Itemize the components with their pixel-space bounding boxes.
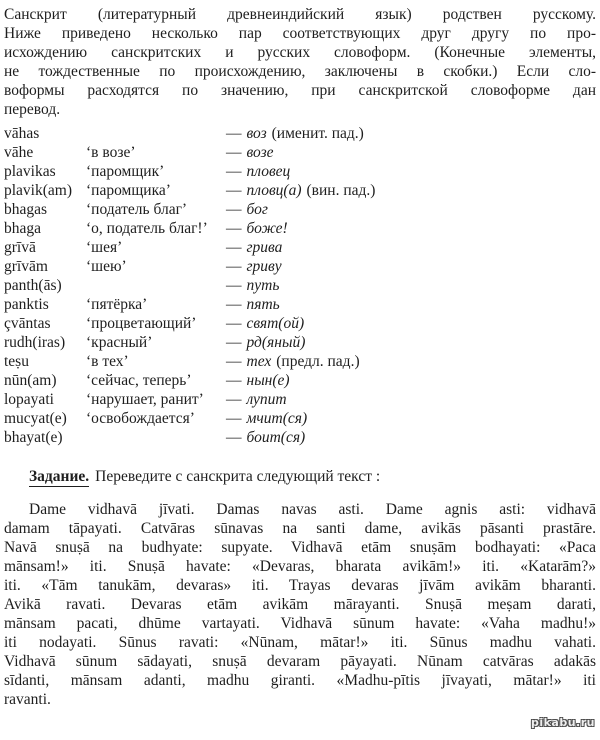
sanskrit-word: panktis [4,296,49,313]
table-row [4,409,596,428]
translation [226,409,596,428]
sanskrit-word: plavikas [4,163,56,180]
translation [226,276,596,295]
russian-cognate: нын(е) [246,372,290,389]
text-line: Avikā ravati. Devaras etām avikām mārayanti. Snuṣā meṣam darati, [4,596,596,613]
gloss [86,428,226,447]
dash: — [226,277,242,294]
russian-cognate: мчит(ся) [246,410,308,427]
russian-cognate: боит(ся) [246,429,306,446]
dash: — [226,315,242,332]
gloss: ‘паромщик’ [86,163,165,180]
text-line: перевод. [4,101,61,118]
text-line: не тождественные по происхождению, заключены в скобки.) Если сло- [4,63,596,80]
gloss: ‘податель благ’ [86,201,188,218]
text-line: sīdanti, mānsam adanti, madhu giranti. «Madhu-pītis jīvayati, mātar!» iti [4,672,596,689]
dash: — [226,372,242,389]
translation [226,124,596,143]
translation [226,181,596,200]
sanskrit-word: rudh(iras) [4,334,66,351]
gloss: ‘в возе’ [86,144,136,161]
text-line: ravanti. [4,691,51,708]
table-row [4,428,596,447]
dash: — [226,296,242,313]
gloss: ‘шея’ [86,239,123,256]
text-line: исхождению санскритских и русских словоформ. (Конечные элементы, [4,44,596,61]
table-row [4,162,596,181]
gloss: ‘процветающий’ [86,315,197,332]
case-note: (вин. пад.) [306,182,376,199]
table-row [4,371,596,390]
table-row [4,352,596,371]
dash: — [226,163,242,180]
dash: — [226,201,242,218]
text-line: iti. «Tām tanukām, devaras» iti. Trayas devaras jīvām avikām bharanti. [4,577,596,594]
table-row [4,276,596,295]
sanskrit-word: bhagas [4,201,48,218]
russian-cognate: гриву [246,258,282,275]
russian-cognate: свят(ой) [246,315,305,332]
dash: — [226,258,242,275]
dash: — [226,391,242,408]
sanskrit-word: plavik(am) [4,182,73,199]
cognate-table [4,124,596,447]
table-row [4,238,596,257]
sanskrit-word: mucyat(e) [4,410,67,427]
table-row [4,200,596,219]
dash: — [226,144,242,161]
russian-cognate: возе [246,144,274,161]
russian-cognate: пловец [246,163,291,180]
text-line: mānsam!» iti. Snuṣā havate: «Devaras, bharata avikām!» iti. «Katarām?» [4,558,596,575]
translation [226,219,596,238]
dash: — [226,410,242,427]
task-instruction: Переведите с санскрита следующий текст : [95,468,381,485]
sanskrit-word: grīvām [4,258,48,275]
text-line: iti nodayati. Sūnus ravati: «Nūnam, mātar!» iti. Sūnus madhu vahati. [4,634,596,651]
russian-cognate: воз [246,125,267,142]
russian-cognate: лупит [246,391,287,408]
gloss: ‘нарушает, ранит’ [86,391,204,408]
text-line: Санскрит (литературный древнеиндийский язык) родствен русскому. [4,6,596,23]
sanskrit-word: nūn(am) [4,372,57,389]
russian-cognate: грива [246,239,283,256]
dash: — [226,334,242,351]
translation [226,428,596,447]
translation [226,200,596,219]
dash: — [226,239,242,256]
text-line: mānsam pacati, dhūme vartayati. Vidhavā sūnum havate: «Vaha madhu!» [4,615,596,632]
sanskrit-text-paragraph [4,500,596,709]
russian-cognate: боже! [246,220,288,237]
table-row [4,181,596,200]
russian-cognate: пловц(а) [246,182,302,199]
gloss: ‘пятёрка’ [86,296,148,313]
text-line: воформы расходятся по значению, при санскритской словоформе дан [4,82,596,99]
task-heading-line [4,467,596,486]
russian-cognate: рд(яный) [246,334,306,351]
translation [226,371,596,390]
sanskrit-word: vāhas [4,125,40,142]
case-note: (именит. пад.) [271,125,364,142]
russian-cognate: пять [246,296,280,313]
watermark: pikabu.ru [530,716,595,729]
sanskrit-word: bhayat(e) [4,429,63,446]
russian-cognate: тех [246,353,272,370]
table-row [4,314,596,333]
text-line: Navā snuṣā na budhyate: supyate. Vidhavā etām snuṣām bodhayati: «Paca [4,539,596,556]
sanskrit-word: teṣu [4,353,29,370]
translation [226,143,596,162]
text-line: Dame vidhavā jīvati. Damas navas asti. Dame agnis asti: vidhavā [29,501,596,518]
sanskrit-word: panth(ās) [4,277,62,294]
sanskrit-word: grīvā [4,239,36,256]
task-heading: Задание. [29,468,90,485]
table-row [4,143,596,162]
table-row [4,257,596,276]
gloss: ‘красный’ [86,334,153,351]
table-row [4,333,596,352]
table-row [4,124,596,143]
translation [226,162,596,181]
dash: — [226,125,242,142]
translation [226,238,596,257]
gloss [86,124,226,143]
gloss: ‘в тех’ [86,353,129,370]
gloss: ‘о, податель благ!’ [86,220,208,237]
table-row [4,219,596,238]
sanskrit-word: lopayati [4,391,54,408]
translation [226,333,596,352]
gloss: ‘паромщика’ [86,182,171,199]
dash: — [226,429,242,446]
dash: — [226,220,242,237]
intro-paragraph [4,5,596,119]
translation [226,257,596,276]
gloss [86,276,226,295]
sanskrit-word: vāhe [4,144,34,161]
translation [226,314,596,333]
translation [226,352,596,371]
text-line: Ниже приведено несколько пар соответствующих друг другу по про- [4,25,596,42]
dash: — [226,182,242,199]
table-row [4,295,596,314]
gloss: ‘шею’ [86,258,127,275]
case-note: (предл. пад.) [276,353,360,370]
russian-cognate: путь [246,277,280,294]
sanskrit-word: çvāntas [4,315,51,332]
gloss: ‘сейчас, теперь’ [86,372,192,389]
text-line: damam tāpayati. Catvāras sūnavas na santi dame, avikās pāsanti prastāre. [4,520,596,537]
dash: — [226,353,242,370]
table-row [4,390,596,409]
gloss: ‘освобождается’ [86,410,195,427]
text-line: Vidhavā sūnum sādayati, snuṣā devaram pāyayati. Nūnam catvāras adakās [4,653,596,670]
translation [226,390,596,409]
sanskrit-word: bhaga [4,220,42,237]
translation [226,295,596,314]
russian-cognate: бог [246,201,268,218]
